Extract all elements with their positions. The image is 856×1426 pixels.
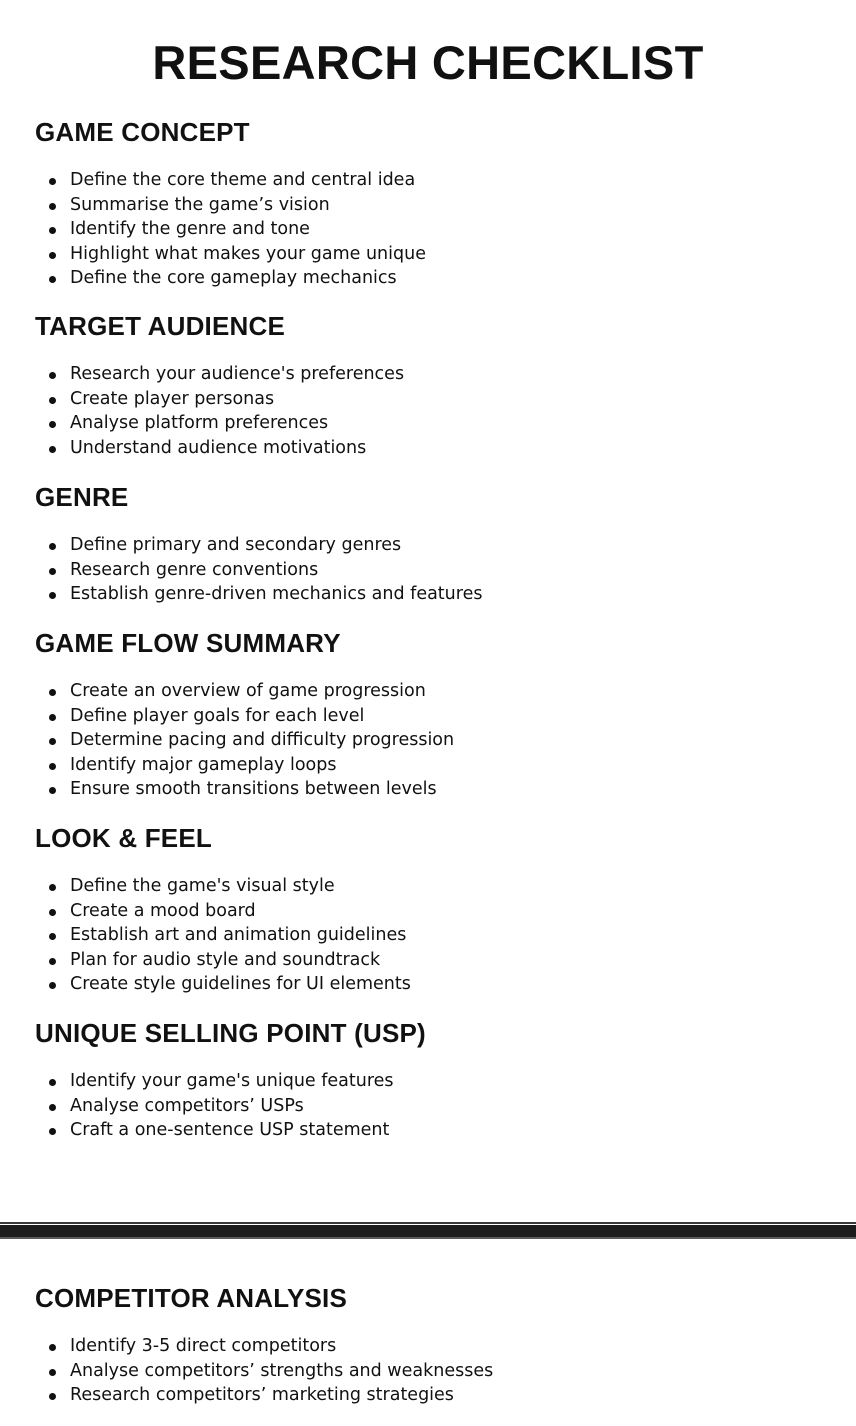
- checklist-item-text: Establish genre-driven mechanics and features: [70, 584, 483, 605]
- section-genre: [35, 481, 835, 605]
- bullet-icon: [49, 203, 56, 210]
- bullet-icon: [49, 276, 56, 283]
- divider-band: [0, 1225, 856, 1237]
- checklist-item-text: Research genre conventions: [70, 559, 319, 580]
- checklist: [35, 874, 411, 997]
- bullet-icon: [49, 543, 56, 550]
- checklist-item: [35, 266, 426, 291]
- page-title: RESEARCH CHECKLIST: [152, 36, 704, 89]
- checklist-item: [35, 242, 426, 267]
- checklist-item-text: Identify the genre and tone: [70, 219, 310, 240]
- section-heading: LOOK & FEEL: [35, 823, 212, 853]
- bullet-icon: [49, 178, 56, 185]
- checklist-item-text: Create player personas: [70, 388, 275, 409]
- checklist-item: [35, 704, 454, 729]
- divider-line-bottom: [0, 1237, 856, 1239]
- section-competitor-analysis: [35, 1282, 835, 1406]
- checklist-item-text: Define the core theme and central idea: [70, 170, 416, 190]
- section-game-concept: [35, 116, 835, 289]
- checklist: [35, 362, 404, 460]
- checklist-item: [35, 728, 454, 753]
- checklist-item: [35, 1334, 493, 1359]
- checklist: [35, 1069, 394, 1143]
- checklist-item-text: Research your audience's preferences: [70, 364, 405, 384]
- checklist: [35, 1334, 493, 1408]
- section-heading: GAME CONCEPT: [35, 117, 250, 147]
- checklist-item-text: Identify 3-5 direct competitors: [70, 1336, 337, 1356]
- checklist-item: [35, 777, 454, 802]
- section-game-flow-summary: [35, 627, 835, 800]
- checklist-item: [35, 679, 454, 704]
- checklist-item: [35, 558, 482, 583]
- checklist-item-text: Plan for audio style and soundtrack: [70, 949, 381, 970]
- checklist-item-text: Define player goals for each level: [70, 705, 365, 726]
- checklist-item-text: Create a mood board: [70, 900, 256, 921]
- section-heading: UNIQUE SELLING POINT (USP): [35, 1018, 426, 1048]
- bullet-icon: [49, 958, 56, 965]
- checklist: [35, 679, 454, 802]
- checklist-item-text: Craft a one-sentence USP statement: [70, 1120, 390, 1141]
- bullet-icon: [49, 689, 56, 696]
- checklist-item: [35, 972, 411, 997]
- checklist-item: [35, 533, 482, 558]
- checklist-item-text: Ensure smooth transitions between levels: [70, 779, 437, 800]
- bullet-icon: [49, 592, 56, 599]
- bullet-icon: [49, 787, 56, 794]
- checklist-item-text: Define the core gameplay mechanics: [70, 268, 397, 289]
- section-heading: COMPETITOR ANALYSIS: [35, 1283, 347, 1313]
- checklist-item: [35, 874, 411, 899]
- bullet-icon: [49, 227, 56, 234]
- bullet-icon: [49, 421, 56, 428]
- bullet-icon: [49, 909, 56, 916]
- page-break-divider: [0, 1222, 856, 1239]
- checklist-item-text: Determine pacing and difficulty progression: [70, 730, 455, 751]
- bullet-icon: [49, 446, 56, 453]
- checklist-item: [35, 582, 482, 607]
- bullet-icon: [49, 763, 56, 770]
- bullet-icon: [49, 397, 56, 404]
- section-heading: GENRE: [35, 482, 129, 512]
- bullet-icon: [49, 1393, 56, 1400]
- bullet-icon: [49, 1369, 56, 1376]
- checklist-item-text: Define the game's visual style: [70, 876, 335, 896]
- bullet-icon: [49, 1128, 56, 1135]
- checklist-item: [35, 1383, 493, 1408]
- checklist-item-text: Analyse platform preferences: [70, 413, 329, 434]
- checklist-item: [35, 411, 404, 436]
- checklist-item: [35, 923, 411, 948]
- section-unique-selling-point: [35, 1017, 835, 1141]
- checklist-item-text: Analyse competitors’ strengths and weaknesses: [70, 1360, 494, 1381]
- checklist-item-text: Create style guidelines for UI elements: [70, 974, 411, 995]
- checklist: [35, 168, 426, 291]
- checklist-item: [35, 193, 426, 218]
- checklist-item: [35, 1118, 394, 1143]
- checklist-item-text: Summarise the game’s vision: [70, 194, 330, 215]
- checklist-item: [35, 899, 411, 924]
- checklist-item: [35, 436, 404, 461]
- bullet-icon: [49, 933, 56, 940]
- checklist-item-text: Highlight what makes your game unique: [70, 243, 426, 264]
- bullet-icon: [49, 1344, 56, 1351]
- bullet-icon: [49, 884, 56, 891]
- bullet-icon: [49, 714, 56, 721]
- bullet-icon: [49, 1104, 56, 1111]
- bullet-icon: [49, 982, 56, 989]
- checklist: [35, 533, 482, 607]
- checklist-item: [35, 753, 454, 778]
- checklist-item-text: Establish art and animation guidelines: [70, 925, 407, 946]
- checklist-item-text: Understand audience motivations: [70, 437, 367, 458]
- bullet-icon: [49, 372, 56, 379]
- checklist-item: [35, 217, 426, 242]
- section-heading: TARGET AUDIENCE: [35, 311, 285, 341]
- checklist-item: [35, 387, 404, 412]
- checklist-item-text: Research competitors’ marketing strategies: [70, 1385, 454, 1406]
- section-look-and-feel: [35, 822, 835, 995]
- checklist-item-text: Create an overview of game progression: [70, 681, 426, 701]
- bullet-icon: [49, 1079, 56, 1086]
- section-heading: GAME FLOW SUMMARY: [35, 628, 341, 658]
- checklist-item-text: Identify major gameplay loops: [70, 754, 337, 775]
- bullet-icon: [49, 738, 56, 745]
- checklist-item: [35, 168, 426, 193]
- checklist-item-text: Identify your game's unique features: [70, 1071, 394, 1091]
- checklist-item-text: Define primary and secondary genres: [70, 535, 402, 555]
- checklist-item-text: Analyse competitors’ USPs: [70, 1095, 304, 1116]
- checklist-item: [35, 1094, 394, 1119]
- divider-line-top: [0, 1222, 856, 1224]
- checklist-item: [35, 1069, 394, 1094]
- bullet-icon: [49, 568, 56, 575]
- bullet-icon: [49, 252, 56, 259]
- checklist-item: [35, 362, 404, 387]
- checklist-item: [35, 948, 411, 973]
- section-target-audience: [35, 310, 835, 458]
- checklist-item: [35, 1359, 493, 1384]
